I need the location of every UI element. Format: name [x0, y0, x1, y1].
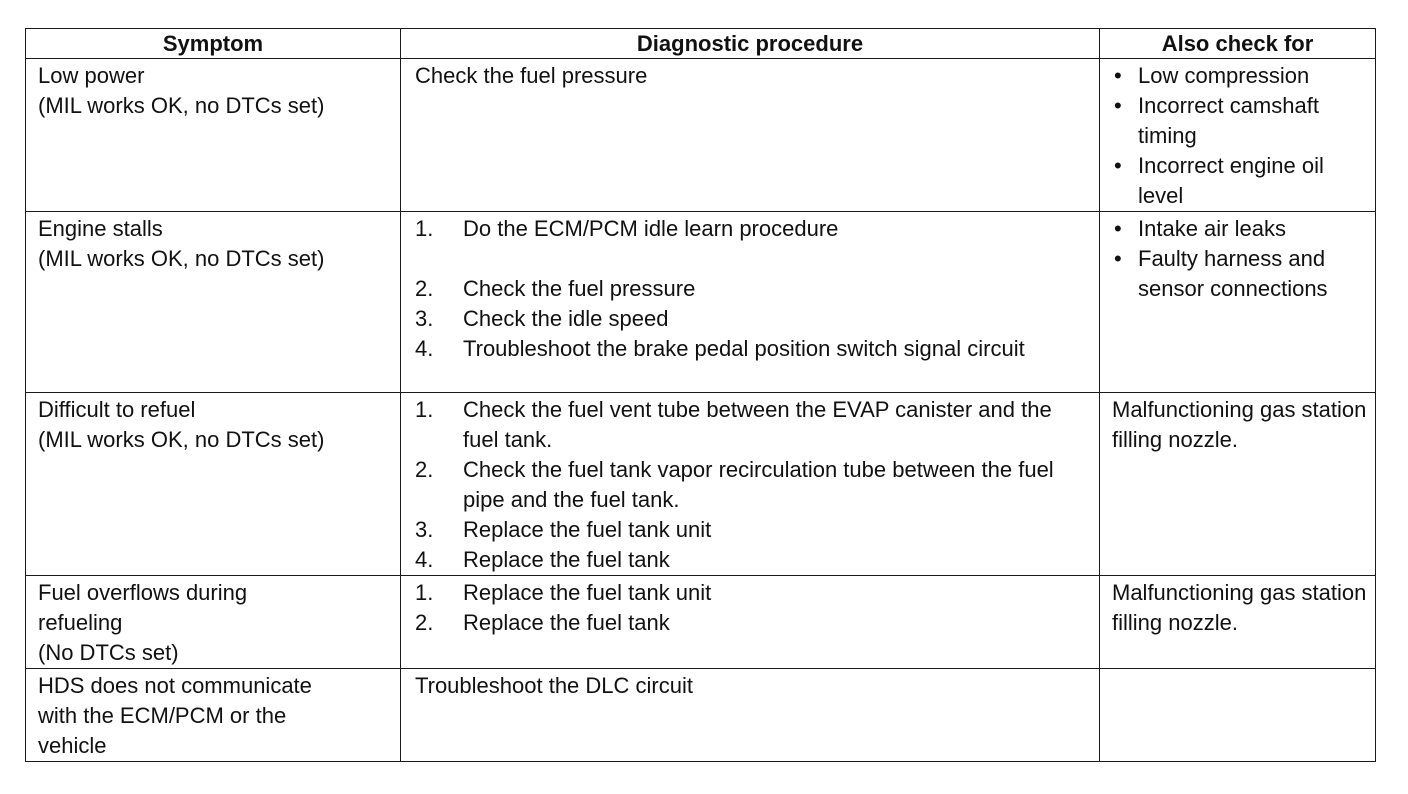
procedure-step: 1. Replace the fuel tank unit [415, 580, 712, 605]
bullet-icon: • [1114, 216, 1122, 241]
bullet-icon: • [1114, 153, 1122, 178]
procedure-step: 2. Check the fuel tank vapor recirculation tube between the fuel pipe and the fuel tank. [415, 457, 1054, 512]
symptom-cell [26, 59, 401, 212]
also-check-cell [1100, 576, 1376, 669]
procedure-step: 1. Do the ECM/PCM idle learn procedure [415, 216, 839, 241]
symptom-cell [26, 212, 401, 393]
symptom-cell [26, 393, 401, 576]
table-row [26, 212, 1376, 393]
diagnostic-table [25, 28, 1376, 762]
procedure-step: 4. Troubleshoot the brake pedal position switch signal circuit [415, 336, 1025, 361]
procedure-step: 2. Replace the fuel tank [415, 610, 670, 635]
list-item: • Low compression [1112, 61, 1367, 91]
symptom-line: vehicle [38, 733, 107, 758]
symptom-line: (MIL works OK, no DTCs set) [38, 246, 325, 271]
symptom-line: Fuel overflows during [38, 580, 248, 605]
list-item: • Intake air leaks [1112, 214, 1367, 244]
symptom-line: Difficult to refuel [38, 397, 196, 422]
header-also-check-for: Also check for [1100, 29, 1376, 59]
procedure-cell [401, 393, 1100, 576]
symptom-line: Engine stalls [38, 216, 163, 241]
list-item: • Faulty harness and sensor connections [1114, 246, 1328, 301]
symptom-cell [26, 669, 401, 762]
also-check-cell [1100, 212, 1376, 393]
symptom-line: (No DTCs set) [38, 640, 179, 665]
also-check-text: Malfunctioning gas station filling nozzle. [1112, 397, 1367, 452]
table-row [26, 669, 1376, 762]
procedure-step: 3. Check the idle speed [415, 306, 669, 331]
procedure-step: 1. Check the fuel vent tube between the EVAP canister and the fuel tank. [415, 397, 1052, 452]
procedure-step: 2. Check the fuel pressure [415, 276, 696, 301]
table-row [26, 59, 1376, 212]
table-row [26, 576, 1376, 669]
bullet-icon: • [1114, 93, 1122, 118]
header-row [26, 29, 1376, 59]
symptom-line: HDS does not communicate [38, 673, 312, 698]
table-row [26, 393, 1376, 576]
procedure-cell [401, 212, 1100, 393]
procedure-step: 3. Replace the fuel tank unit [415, 517, 712, 542]
symptom-cell [26, 576, 401, 669]
bullet-icon: • [1114, 63, 1122, 88]
procedure-steps [415, 578, 1089, 638]
list-item: • Incorrect camshaft timing [1114, 93, 1319, 148]
procedure-steps [415, 395, 1089, 575]
also-check-list [1112, 61, 1367, 211]
also-check-cell [1100, 669, 1376, 762]
symptom-line: Low power [38, 63, 145, 88]
header-diagnostic-procedure: Diagnostic procedure [401, 29, 1100, 59]
procedure-text: Check the fuel pressure [415, 63, 648, 88]
also-check-text: Malfunctioning gas station filling nozzle. [1112, 580, 1367, 635]
list-item: • Incorrect engine oil level [1114, 153, 1324, 208]
procedure-cell [401, 576, 1100, 669]
procedure-step: 4. Replace the fuel tank [415, 547, 670, 572]
symptom-line: refueling [38, 610, 123, 635]
procedure-text: Troubleshoot the DLC circuit [415, 673, 693, 698]
symptom-line: (MIL works OK, no DTCs set) [38, 427, 325, 452]
also-check-cell [1100, 59, 1376, 212]
procedure-cell [401, 669, 1100, 762]
symptom-line: (MIL works OK, no DTCs set) [38, 93, 325, 118]
also-check-list [1112, 214, 1367, 304]
procedure-cell [401, 59, 1100, 212]
symptom-line: with the ECM/PCM or the [38, 703, 287, 728]
header-symptom: Symptom [26, 29, 401, 59]
also-check-cell [1100, 393, 1376, 576]
bullet-icon: • [1114, 246, 1122, 271]
procedure-steps [415, 214, 1089, 364]
